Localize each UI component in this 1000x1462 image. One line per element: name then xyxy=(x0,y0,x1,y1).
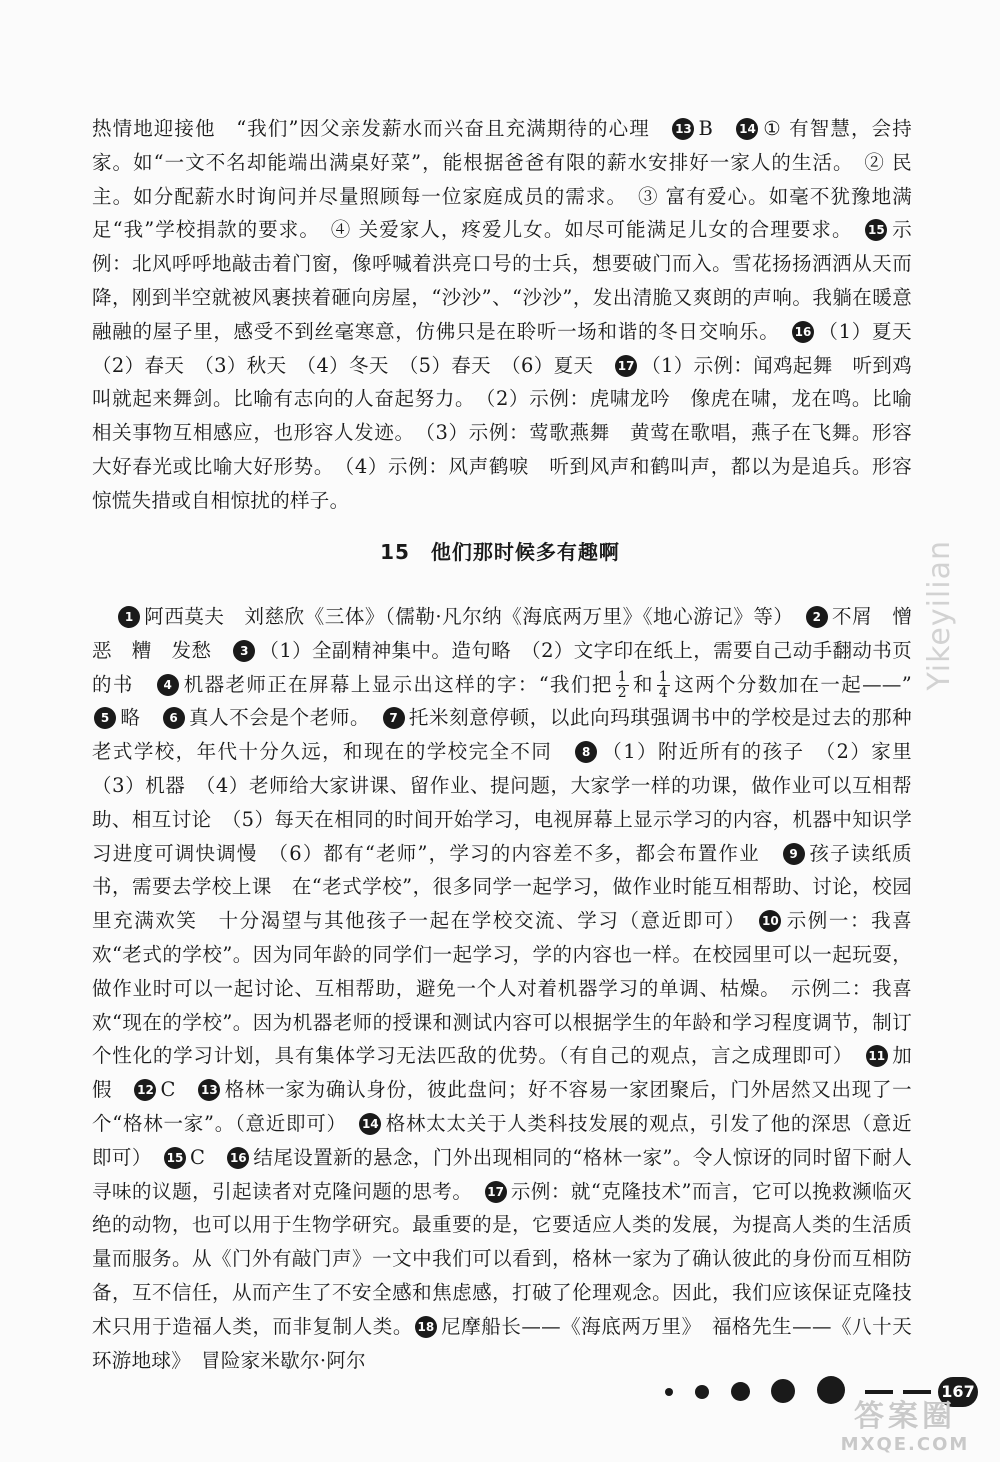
dot-decoration xyxy=(731,1382,750,1401)
question-number-badge: 17 xyxy=(615,355,637,377)
answer-text: （1）示例：闻鸡起舞 听到鸡叫就起来舞剑。比喻有志向的人奋起努力。 （2）示例：虎啸龙吟 像虎在啸，龙在鸣。比喻相关事物互相感应，也形容人发迹。 （3）示例：莺歌燕舞 黄莺在歌唱，燕子在飞舞。形容大好春光或比喻大好形势。 （4）示例：风声鹤唳 听到风声和鹤叫声，都以为是追兵。形容惊慌失措或自相惊扰的样子。 xyxy=(92,353,912,512)
answer-text: 略 xyxy=(120,706,161,730)
fraction-denominator: 2 xyxy=(617,684,627,701)
answer-text: 结尾设置新的悬念，门外出现相同的“格林一家”。令人惊讶的同时留下耐人寻味的议题，引起读者对克隆问题的思考。 xyxy=(92,1145,913,1203)
answer-paragraph-section14 xyxy=(92,112,932,518)
dot-decoration xyxy=(771,1379,795,1403)
answer-text: 格林太太关于人类科技发展的观点，引发了他的深思（意近即可） xyxy=(92,1111,912,1169)
answer-text: 孩子读纸质书，需要去学校上课 在“老式学校”，很多同学一起学习，做作业时能互相帮助、讨论，校园里充满欢笑 十分渴望与其他孩子一起在学校交流、学习（意近即可） xyxy=(92,841,912,933)
fraction-denominator: 4 xyxy=(658,684,669,701)
dash-decoration xyxy=(903,1390,931,1394)
question-number-badge: 16 xyxy=(227,1147,249,1169)
fraction-one-half xyxy=(616,670,629,701)
answer-text: 示例：就“克隆技术”而言，它可以挽救濒临灭绝的动物，也可以用于生物学研究。最重要的是，它要适应人类的发展，为提高人类的生活质量而服务。从《门外有敲门声》一文中我们可以看到，格林一家为了确认彼此的身份而互相防备，互不信任，从而产生了不安全感和焦虑感，打破了伦理观念。因此，我们应该保证克隆技术只用于造福人类，而非复制人类。 xyxy=(92,1179,912,1338)
question-number-badge: 4 xyxy=(157,674,179,696)
answer-text: 尼摩船长——《海底两万里》 福格先生——《八十天环游地球》 冒险家米歇尔·阿尔 xyxy=(92,1314,912,1372)
question-number-badge: 8 xyxy=(575,741,597,763)
section-title: 15 他们那时候多有趣啊 xyxy=(380,540,620,564)
question-number-badge: 1 xyxy=(118,606,140,628)
logo-text: 答案圈 xyxy=(854,1399,956,1434)
question-number-badge: 15 xyxy=(164,1147,186,1169)
logo-domain: MXQE.COM xyxy=(840,1434,970,1455)
answer-text: 示例一：我喜欢“老式的学校”。因为同年龄的同学们一起学习，学的内容也一样。在校园里可以一起玩耍，做作业时可以一起讨论、互相帮助，避免一个人对着机器学习的单调、枯燥。 示例二：我喜欢“现在的学校”。因为机器老师的授课和测试内容可以根据学生的年龄和学习程度调节，制订个性化的学习计划，具有集体学习无法匹敌的优势。（有自己的观点，言之成理即可） xyxy=(92,909,912,1068)
question-number-badge: 9 xyxy=(783,843,805,865)
answer-text: 不屑 憎恶 糟 发愁 xyxy=(92,605,913,662)
answer-text: 这两个分数加在一起——” xyxy=(673,672,932,696)
question-number-badge: 13 xyxy=(672,118,694,140)
answer-text: 阿西莫夫 刘慈欣《三体》（儒勒·凡尔纳《海底两万里》《地心游记》等） xyxy=(144,605,804,628)
dash-decoration xyxy=(865,1390,893,1394)
question-number-badge: 12 xyxy=(134,1079,156,1101)
question-number-badge: 14 xyxy=(736,118,758,140)
question-number-badge: 15 xyxy=(865,219,887,241)
answer-text: （1）附近所有的孩子 （2）家里 （3）机器 （4）老师给大家讲课、留作业、提问题，大家学一样的功课，做作业可以互相帮助、相互讨论 （5）每天在相同的时间开始学习，电视屏幕上显示学习的内容，机器中知识学习进度可调快调慢 （6）都有“老师”，学习的内容差不多，都会布置作业 xyxy=(92,740,932,865)
watermark-logo xyxy=(820,1400,990,1458)
answer-text: 真人不会是个老师。 xyxy=(188,706,381,730)
answer-paragraph-section15 xyxy=(92,600,932,1377)
question-number-badge: 6 xyxy=(163,707,185,729)
question-number-badge: 3 xyxy=(233,640,255,662)
answer-text: C xyxy=(160,1078,197,1102)
answer-text: C xyxy=(190,1145,226,1169)
question-number-badge: 18 xyxy=(415,1316,437,1338)
question-number-badge: 5 xyxy=(94,707,116,729)
question-number-badge: 14 xyxy=(359,1113,381,1135)
dot-decoration xyxy=(665,1388,673,1396)
question-number-badge: 16 xyxy=(792,321,814,343)
dot-decoration xyxy=(695,1385,709,1399)
answer-text: 加 假 xyxy=(92,1044,932,1102)
question-number-badge: 10 xyxy=(759,910,781,932)
answer-text: 机器老师正在屏幕上显示出这样的字：“我们把 xyxy=(182,672,613,696)
answer-text: 热情地迎接他 “我们”因父亲发薪水而兴奋且充满期待的心理 xyxy=(92,117,671,140)
answer-text: 格林一家为确认身份，彼此盘问；好不容易一家团聚后，门外居然又出现了一个“格林一家”。（意近即可） xyxy=(92,1078,912,1135)
question-number-badge: 11 xyxy=(866,1045,888,1067)
answer-text: 和 xyxy=(631,672,654,696)
answer-text: （1）全副精神集中。造句略 （2）文字印在纸上，需要自己动手翻动书页的书 xyxy=(92,638,912,696)
fraction-numerator: 1 xyxy=(658,668,669,685)
question-number-badge: 17 xyxy=(485,1181,507,1203)
answer-text: ① 有智慧，会持家。如“一文不名却能端出满桌好菜”，能根据爸爸有限的薪水安排好一家人的生活。 ② 民主。如分配薪水时询问并尽量照顾每一位家庭成员的需求。 ③ 富有爱心。如毫不犹豫地满足“我”学校捐款的要求。 ④ 关爱家人，疼爱儿女。如尽可能满足儿女的合理要求。 xyxy=(92,117,912,242)
answer-text: 托米刻意停顿，以此向玛琪强调书中的学校是过去的那种老式学校，年代十分久远，和现在的学校完全不同 xyxy=(92,706,912,764)
question-number-badge: 2 xyxy=(806,606,828,628)
fraction-numerator: 1 xyxy=(617,668,627,685)
answer-text: （1）夏天 （2）春天 （3）秋天 （4）冬天 （5）春天 （6）夏天 xyxy=(92,319,932,377)
page-number: 167 xyxy=(938,1377,978,1407)
watermark: Yikeyilian xyxy=(922,540,957,691)
answer-text: 示例：北风呼呼地敲击着门窗，像呼喊着洪亮口号的士兵，想要破门而入。雪花扬扬洒洒从天而降，刚到半空就被风裹挟着砸向房屋，“沙沙”、“沙沙”，发出清脆又爽朗的声响。我躺在暖意融融的屋子里，感受不到丝毫寒意，仿佛只是在聆听一场和谐的冬日交响乐。 xyxy=(92,218,912,343)
fraction-one-quarter xyxy=(657,670,670,701)
answer-text: B xyxy=(698,117,735,140)
question-number-badge: 7 xyxy=(383,707,405,729)
question-number-badge: 13 xyxy=(198,1079,220,1101)
